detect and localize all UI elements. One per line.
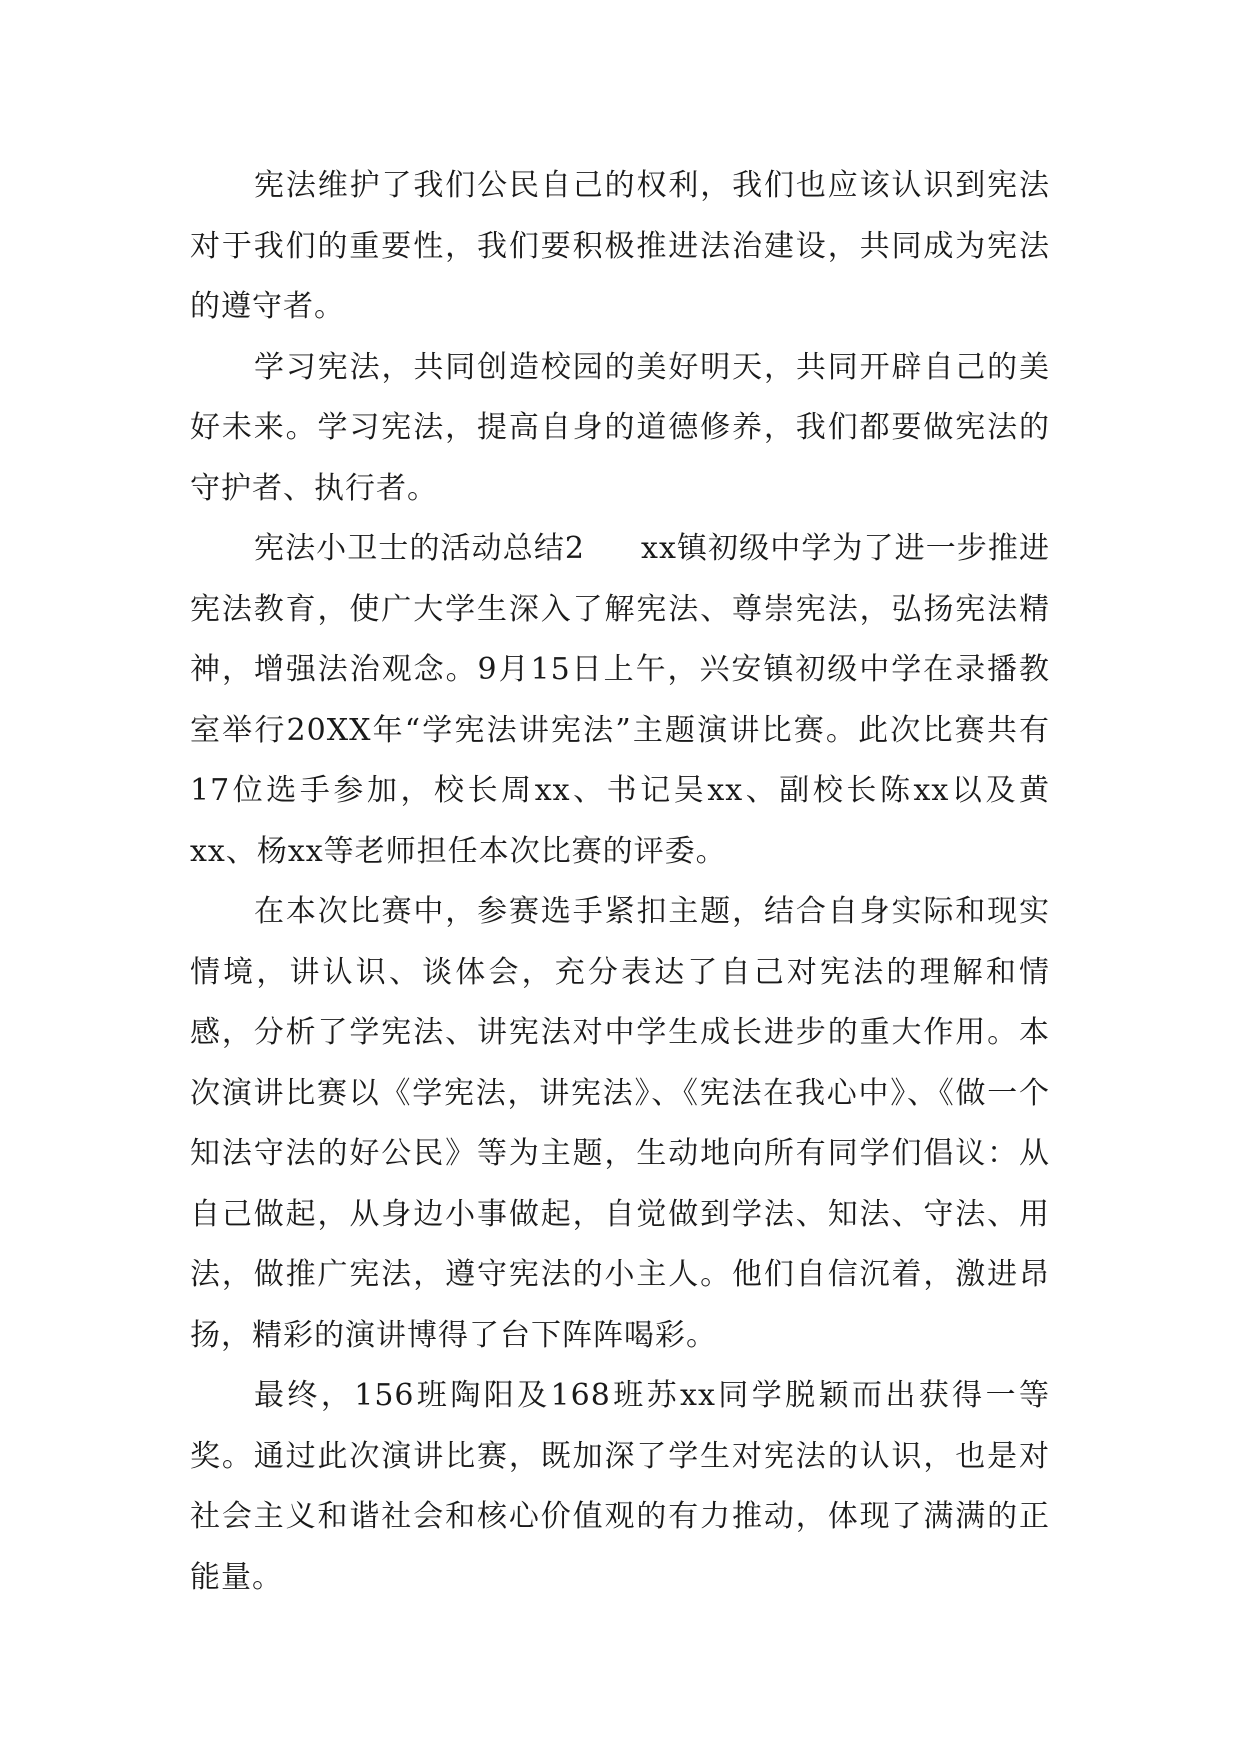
section-body: xx镇初级中学为了进一步推进宪法教育，使广大学生深入了解宪法、尊崇宪法，弘扬宪法精神，增强法治观念。9月15日上午，兴安镇初级中学在录播教室举行20XX年“学宪法讲宪法”主题演讲比赛。此次比赛共有17位选手参加，校长周xx、书记吴xx、副校长陈xx以及黄xx、杨xx等老师担任本次比赛的评委。: [190, 531, 1050, 869]
paragraph-constitution-rights: 宪法维护了我们公民自己的权利，我们也应该认识到宪法对于我们的重要性，我们要积极推进法治建设，共同成为宪法的遵守者。: [190, 168, 1050, 324]
paragraph-result: 最终，156班陶阳及168班苏xx同学脱颖而出获得一等奖。通过此次演讲比赛，既加深了学生对宪法的认识，也是对社会主义和谐社会和核心价值观的有力推动，体现了满满的正能量。: [190, 1378, 1050, 1595]
document-body: [190, 156, 1050, 1608]
paragraph-activity-summary: [190, 519, 1050, 882]
paragraph-competition: 在本次比赛中，参赛选手紧扣主题，结合自身实际和现实情境，讲认识、谈体会，充分表达了自己对宪法的理解和情感，分析了学宪法、讲宪法对中学生成长进步的重大作用。本次演讲比赛以《学宪法，讲宪法》、《宪法在我心中》、《做一个知法守法的好公民》等为主题，生动地向所有同学们倡议：从自己做起，从身边小事做起，自觉做到学法、知法、守法、用法，做推广宪法，遵守宪法的小主人。他们自信沉着，激进昂扬，精彩的演讲博得了台下阵阵喝彩。: [190, 894, 1050, 1353]
section-heading: 宪法小卫士的活动总结2: [254, 531, 586, 566]
paragraph-study-constitution: 学习宪法，共同创造校园的美好明天，共同开辟自己的美好未来。学习宪法，提高自身的道德修养，我们都要做宪法的守护者、执行者。: [190, 349, 1050, 506]
